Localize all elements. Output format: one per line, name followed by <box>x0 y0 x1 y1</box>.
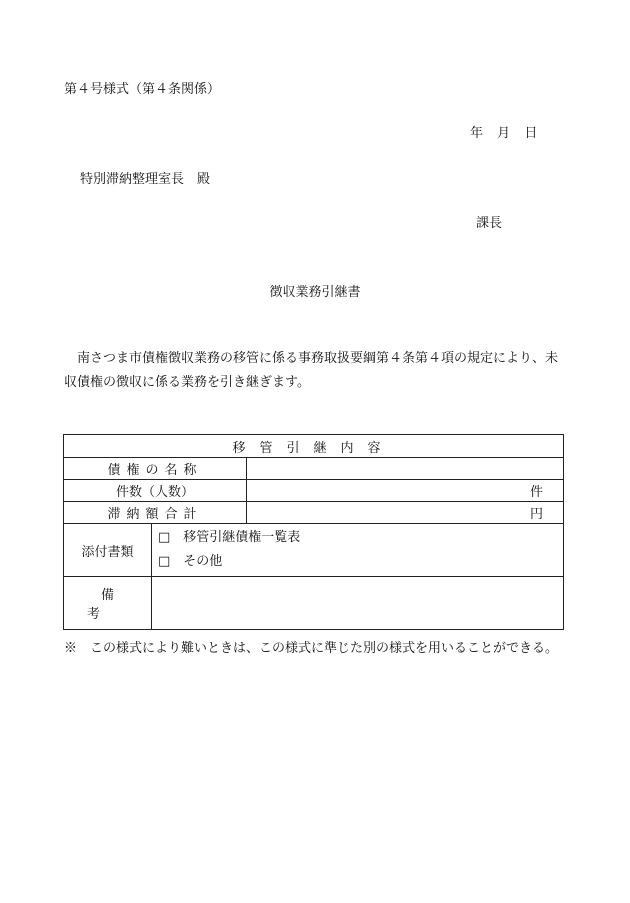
attachments-label: 添付書類 <box>64 524 152 577</box>
table-header: 移管引継内容 <box>64 435 564 458</box>
attachments-list <box>152 524 564 577</box>
form-number: 第４号様式（第４条関係） <box>64 82 221 97</box>
count-label: 件数（人数） <box>64 480 247 502</box>
transfer-table <box>63 434 564 630</box>
total-arrears-value[interactable]: 円 <box>247 502 564 524</box>
table-row <box>64 480 564 502</box>
remarks-label: 備考 <box>64 577 152 630</box>
claim-name-value[interactable] <box>247 458 564 480</box>
table-row <box>64 458 564 480</box>
table-row <box>64 502 564 524</box>
addressee: 特別滞納整理室長 殿 <box>80 172 211 187</box>
footnote: ※ この様式により難いときは、この様式に準じた別の様式を用いることができる。 <box>64 641 559 656</box>
date-year: 年 <box>470 126 484 141</box>
count-value[interactable]: 件 <box>247 480 564 502</box>
body-text: 南さつま市債権徴収業務の移管に係る事務取扱要綱第４条第４項の規定により、未収債権の徴収に係る業務を引き継ぎます。 <box>64 351 559 390</box>
sender: 課長 <box>476 216 503 231</box>
attachment-item-list-table[interactable]: □ 移管引継債権一覧表 <box>158 530 301 545</box>
total-arrears-label: 滞納額合計 <box>64 502 247 524</box>
remarks-value[interactable] <box>152 577 564 630</box>
document-title: 徴収業務引継書 <box>269 285 361 300</box>
date-day: 日 <box>524 126 538 141</box>
date-line <box>470 127 547 140</box>
date-month: 月 <box>497 126 511 141</box>
claim-name-label: 債権の名称 <box>64 458 247 480</box>
attachment-item-other[interactable]: □ その他 <box>158 554 223 569</box>
